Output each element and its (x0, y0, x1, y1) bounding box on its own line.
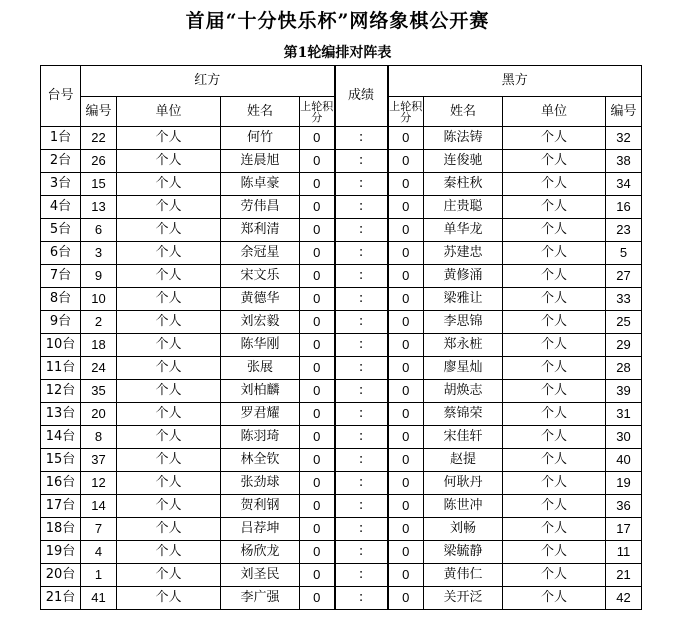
board-cell: 20台 (41, 564, 81, 587)
red-number-cell: 2 (81, 311, 117, 334)
board-cell: 11台 (41, 357, 81, 380)
black-unit-cell: 个人 (503, 495, 606, 518)
black-unit-cell: 个人 (503, 334, 606, 357)
red-name-cell: 李广强 (221, 587, 300, 610)
result-cell: : (335, 150, 388, 173)
black-unit-cell: 个人 (503, 564, 606, 587)
red-points-cell: 0 (300, 265, 335, 288)
table-row (41, 518, 642, 541)
red-name-cell: 陈卓豪 (221, 173, 300, 196)
red-name-cell: 张劲球 (221, 472, 300, 495)
black-number-cell: 21 (606, 564, 642, 587)
black-name-cell: 赵提 (424, 449, 503, 472)
table-row (41, 564, 642, 587)
red-points-cell: 0 (300, 127, 335, 150)
red-name-cell: 陈华刚 (221, 334, 300, 357)
board-cell: 5台 (41, 219, 81, 242)
black-name-cell: 关开泛 (424, 587, 503, 610)
black-number-cell: 27 (606, 265, 642, 288)
red-points-cell: 0 (300, 357, 335, 380)
black-number-cell: 28 (606, 357, 642, 380)
table-row (41, 495, 642, 518)
black-unit-cell: 个人 (503, 541, 606, 564)
red-name-cell: 连晨旭 (221, 150, 300, 173)
black-points-cell: 0 (388, 495, 424, 518)
black-number-cell: 5 (606, 242, 642, 265)
red-points-cell: 0 (300, 334, 335, 357)
red-points-cell: 0 (300, 518, 335, 541)
black-name-cell: 庄贵聪 (424, 196, 503, 219)
red-name-cell: 余冠星 (221, 242, 300, 265)
black-number-cell: 17 (606, 518, 642, 541)
header-red-number: 编号 (81, 97, 117, 127)
red-number-cell: 6 (81, 219, 117, 242)
black-unit-cell: 个人 (503, 403, 606, 426)
black-points-cell: 0 (388, 587, 424, 610)
result-cell: : (335, 334, 388, 357)
black-points-cell: 0 (388, 564, 424, 587)
red-number-cell: 10 (81, 288, 117, 311)
red-name-cell: 刘圣民 (221, 564, 300, 587)
red-name-cell: 张展 (221, 357, 300, 380)
black-unit-cell: 个人 (503, 173, 606, 196)
red-name-cell: 陈羽琦 (221, 426, 300, 449)
red-unit-cell: 个人 (117, 242, 221, 265)
table-row (41, 219, 642, 242)
table-row (41, 587, 642, 610)
red-number-cell: 37 (81, 449, 117, 472)
red-points-cell: 0 (300, 380, 335, 403)
red-unit-cell: 个人 (117, 564, 221, 587)
red-name-cell: 郑利清 (221, 219, 300, 242)
board-cell: 4台 (41, 196, 81, 219)
black-points-cell: 0 (388, 403, 424, 426)
red-number-cell: 9 (81, 265, 117, 288)
table-row (41, 357, 642, 380)
header-black-name: 姓名 (424, 97, 503, 127)
table-row (41, 403, 642, 426)
result-cell: : (335, 564, 388, 587)
red-name-cell: 杨欣龙 (221, 541, 300, 564)
result-cell: : (335, 127, 388, 150)
black-points-cell: 0 (388, 219, 424, 242)
header-black: 黑方 (388, 66, 642, 97)
red-unit-cell: 个人 (117, 541, 221, 564)
table-row (41, 472, 642, 495)
black-unit-cell: 个人 (503, 150, 606, 173)
page-title: 首届“十分快乐杯”网络象棋公开赛 (185, 10, 490, 32)
red-points-cell: 0 (300, 472, 335, 495)
black-points-cell: 0 (388, 173, 424, 196)
table-row (41, 173, 642, 196)
red-name-cell: 刘柏麟 (221, 380, 300, 403)
black-name-cell: 宋佳轩 (424, 426, 503, 449)
table-row (41, 150, 642, 173)
red-number-cell: 24 (81, 357, 117, 380)
black-points-cell: 0 (388, 265, 424, 288)
black-name-cell: 何耿丹 (424, 472, 503, 495)
red-points-cell: 0 (300, 564, 335, 587)
result-cell: : (335, 495, 388, 518)
red-number-cell: 20 (81, 403, 117, 426)
table-row (41, 196, 642, 219)
table-row (41, 242, 642, 265)
red-unit-cell: 个人 (117, 403, 221, 426)
black-points-cell: 0 (388, 150, 424, 173)
red-name-cell: 吕荐坤 (221, 518, 300, 541)
red-name-cell: 罗君耀 (221, 403, 300, 426)
red-name-cell: 黄德华 (221, 288, 300, 311)
header-black-prev-points: 上轮积分 (388, 97, 424, 127)
result-cell: : (335, 173, 388, 196)
table-row (41, 426, 642, 449)
black-unit-cell: 个人 (503, 265, 606, 288)
board-cell: 1台 (41, 127, 81, 150)
black-points-cell: 0 (388, 541, 424, 564)
pairing-table (40, 65, 642, 610)
result-cell: : (335, 242, 388, 265)
board-cell: 15台 (41, 449, 81, 472)
red-points-cell: 0 (300, 403, 335, 426)
table-row (41, 127, 642, 150)
red-number-cell: 22 (81, 127, 117, 150)
header-black-number: 编号 (606, 97, 642, 127)
board-cell: 2台 (41, 150, 81, 173)
black-unit-cell: 个人 (503, 311, 606, 334)
black-points-cell: 0 (388, 357, 424, 380)
red-number-cell: 26 (81, 150, 117, 173)
board-cell: 7台 (41, 265, 81, 288)
black-number-cell: 42 (606, 587, 642, 610)
black-unit-cell: 个人 (503, 357, 606, 380)
black-name-cell: 蔡锦荣 (424, 403, 503, 426)
red-number-cell: 3 (81, 242, 117, 265)
page-subtitle: 第1轮编排对阵表 (283, 45, 392, 61)
board-cell: 3台 (41, 173, 81, 196)
red-unit-cell: 个人 (117, 127, 221, 150)
black-name-cell: 刘畅 (424, 518, 503, 541)
red-number-cell: 7 (81, 518, 117, 541)
red-points-cell: 0 (300, 449, 335, 472)
black-unit-cell: 个人 (503, 242, 606, 265)
black-points-cell: 0 (388, 242, 424, 265)
red-number-cell: 41 (81, 587, 117, 610)
red-points-cell: 0 (300, 219, 335, 242)
black-number-cell: 19 (606, 472, 642, 495)
black-name-cell: 秦柱秋 (424, 173, 503, 196)
black-points-cell: 0 (388, 449, 424, 472)
black-points-cell: 0 (388, 196, 424, 219)
red-name-cell: 何竹 (221, 127, 300, 150)
result-cell: : (335, 541, 388, 564)
black-points-cell: 0 (388, 127, 424, 150)
red-unit-cell: 个人 (117, 587, 221, 610)
black-unit-cell: 个人 (503, 426, 606, 449)
red-unit-cell: 个人 (117, 426, 221, 449)
black-name-cell: 连俊驰 (424, 150, 503, 173)
header-row-group (41, 66, 642, 97)
result-cell: : (335, 518, 388, 541)
result-cell: : (335, 587, 388, 610)
header-result: 成绩 (335, 66, 388, 127)
red-name-cell: 林全钦 (221, 449, 300, 472)
red-points-cell: 0 (300, 288, 335, 311)
red-unit-cell: 个人 (117, 219, 221, 242)
red-unit-cell: 个人 (117, 311, 221, 334)
black-unit-cell: 个人 (503, 196, 606, 219)
red-number-cell: 14 (81, 495, 117, 518)
table-row (41, 288, 642, 311)
black-number-cell: 33 (606, 288, 642, 311)
red-unit-cell: 个人 (117, 288, 221, 311)
black-number-cell: 39 (606, 380, 642, 403)
header-board: 台号 (41, 66, 81, 127)
red-points-cell: 0 (300, 173, 335, 196)
red-name-cell: 贺利钢 (221, 495, 300, 518)
board-cell: 8台 (41, 288, 81, 311)
black-name-cell: 黄伟仁 (424, 564, 503, 587)
red-name-cell: 刘宏毅 (221, 311, 300, 334)
black-unit-cell: 个人 (503, 449, 606, 472)
red-unit-cell: 个人 (117, 495, 221, 518)
red-points-cell: 0 (300, 587, 335, 610)
result-cell: : (335, 357, 388, 380)
red-points-cell: 0 (300, 426, 335, 449)
red-unit-cell: 个人 (117, 518, 221, 541)
black-unit-cell: 个人 (503, 587, 606, 610)
board-cell: 17台 (41, 495, 81, 518)
black-number-cell: 23 (606, 219, 642, 242)
result-cell: : (335, 311, 388, 334)
black-unit-cell: 个人 (503, 219, 606, 242)
black-unit-cell: 个人 (503, 518, 606, 541)
black-points-cell: 0 (388, 288, 424, 311)
black-name-cell: 陈世冲 (424, 495, 503, 518)
board-cell: 12台 (41, 380, 81, 403)
board-cell: 13台 (41, 403, 81, 426)
result-cell: : (335, 265, 388, 288)
black-number-cell: 36 (606, 495, 642, 518)
black-points-cell: 0 (388, 472, 424, 495)
black-unit-cell: 个人 (503, 472, 606, 495)
result-cell: : (335, 472, 388, 495)
black-name-cell: 单华龙 (424, 219, 503, 242)
red-unit-cell: 个人 (117, 449, 221, 472)
red-points-cell: 0 (300, 495, 335, 518)
black-number-cell: 34 (606, 173, 642, 196)
red-points-cell: 0 (300, 541, 335, 564)
black-number-cell: 29 (606, 334, 642, 357)
black-number-cell: 11 (606, 541, 642, 564)
black-name-cell: 黄修涌 (424, 265, 503, 288)
red-unit-cell: 个人 (117, 380, 221, 403)
board-cell: 6台 (41, 242, 81, 265)
board-cell: 18台 (41, 518, 81, 541)
red-name-cell: 宋文乐 (221, 265, 300, 288)
black-points-cell: 0 (388, 518, 424, 541)
black-number-cell: 32 (606, 127, 642, 150)
black-name-cell: 廖星灿 (424, 357, 503, 380)
header-red-prev-points: 上轮积分 (300, 97, 335, 127)
board-cell: 14台 (41, 426, 81, 449)
result-cell: : (335, 196, 388, 219)
board-cell: 21台 (41, 587, 81, 610)
red-points-cell: 0 (300, 311, 335, 334)
black-name-cell: 郑永桩 (424, 334, 503, 357)
board-cell: 9台 (41, 311, 81, 334)
black-number-cell: 40 (606, 449, 642, 472)
black-number-cell: 30 (606, 426, 642, 449)
red-name-cell: 劳伟昌 (221, 196, 300, 219)
red-number-cell: 18 (81, 334, 117, 357)
red-unit-cell: 个人 (117, 472, 221, 495)
header-red-unit: 单位 (117, 97, 221, 127)
result-cell: : (335, 288, 388, 311)
black-number-cell: 38 (606, 150, 642, 173)
header-red: 红方 (81, 66, 335, 97)
result-cell: : (335, 219, 388, 242)
board-cell: 16台 (41, 472, 81, 495)
red-points-cell: 0 (300, 196, 335, 219)
black-name-cell: 陈法铸 (424, 127, 503, 150)
table-row (41, 265, 642, 288)
black-number-cell: 31 (606, 403, 642, 426)
black-name-cell: 胡焕志 (424, 380, 503, 403)
red-unit-cell: 个人 (117, 357, 221, 380)
table-row (41, 380, 642, 403)
red-number-cell: 8 (81, 426, 117, 449)
black-name-cell: 梁雅让 (424, 288, 503, 311)
red-points-cell: 0 (300, 242, 335, 265)
red-number-cell: 1 (81, 564, 117, 587)
black-name-cell: 梁毓静 (424, 541, 503, 564)
black-unit-cell: 个人 (503, 127, 606, 150)
result-cell: : (335, 449, 388, 472)
red-number-cell: 4 (81, 541, 117, 564)
red-points-cell: 0 (300, 150, 335, 173)
black-unit-cell: 个人 (503, 288, 606, 311)
black-name-cell: 苏建忠 (424, 242, 503, 265)
red-unit-cell: 个人 (117, 150, 221, 173)
black-number-cell: 16 (606, 196, 642, 219)
board-cell: 10台 (41, 334, 81, 357)
red-number-cell: 12 (81, 472, 117, 495)
red-unit-cell: 个人 (117, 173, 221, 196)
red-unit-cell: 个人 (117, 334, 221, 357)
header-red-name: 姓名 (221, 97, 300, 127)
result-cell: : (335, 426, 388, 449)
red-unit-cell: 个人 (117, 196, 221, 219)
board-cell: 19台 (41, 541, 81, 564)
table-row (41, 449, 642, 472)
red-number-cell: 13 (81, 196, 117, 219)
table-row (41, 334, 642, 357)
red-unit-cell: 个人 (117, 265, 221, 288)
black-unit-cell: 个人 (503, 380, 606, 403)
black-points-cell: 0 (388, 380, 424, 403)
header-black-unit: 单位 (503, 97, 606, 127)
result-cell: : (335, 380, 388, 403)
red-number-cell: 15 (81, 173, 117, 196)
table-row (41, 541, 642, 564)
black-name-cell: 李思锦 (424, 311, 503, 334)
table-row (41, 311, 642, 334)
result-cell: : (335, 403, 388, 426)
black-points-cell: 0 (388, 311, 424, 334)
black-points-cell: 0 (388, 426, 424, 449)
black-points-cell: 0 (388, 334, 424, 357)
red-number-cell: 35 (81, 380, 117, 403)
black-number-cell: 25 (606, 311, 642, 334)
